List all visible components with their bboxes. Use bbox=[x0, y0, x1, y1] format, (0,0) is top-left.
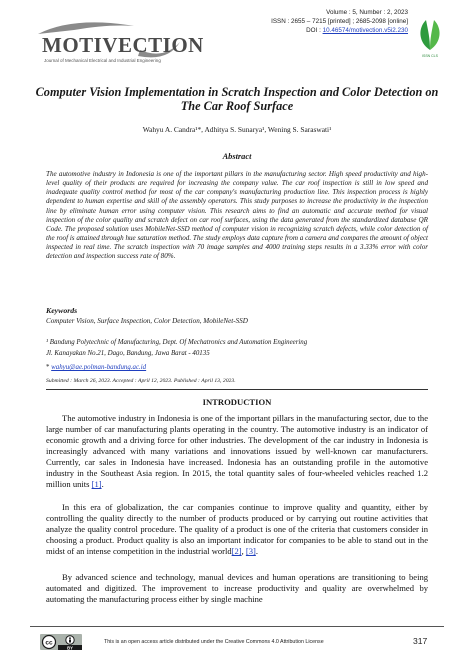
abstract-heading: Abstract bbox=[222, 152, 252, 161]
intro-paragraph-2-text: In this era of globalization, the car companies continue to improve quality and quantity, either by controlling the quality directly to the number of products produced or by carrying out routine activities that analyze the quality control procedure. The quality of a product is one of the criteria that customers consider in choosing a product. Product quality is also an important indicator for companies to be able to stand out in the midst of an intense competition in the industrial world bbox=[46, 502, 428, 556]
volume-line: Volume : 5, Number : 2, 2023 bbox=[326, 9, 408, 16]
intro-paragraph-2-end: . bbox=[255, 545, 258, 556]
journal-logo-wordmark: MOTIVECTION bbox=[42, 33, 204, 57]
keywords-text: Computer Vision, Surface Inspection, Color Detection, MobileNet-SSD bbox=[46, 317, 248, 325]
section-divider bbox=[46, 389, 428, 390]
keywords-heading: Keywords bbox=[46, 306, 78, 315]
journal-logo bbox=[34, 20, 204, 72]
cc-label: cc bbox=[45, 639, 53, 647]
affiliation-line-1: ¹ Bandung Polytechnic of Manufacturing, Dept. Of Mechatronics and Automation Engineering bbox=[46, 339, 308, 346]
footer-divider bbox=[30, 626, 444, 627]
journal-logo-subtitle: Journal of Mechanical Electrical and Industrial Engineering bbox=[44, 58, 161, 63]
issn-line: ISSN : 2655 – 7215 [printed] ; 2685-2098 [online] bbox=[271, 18, 408, 26]
intro-paragraph-1-end: . bbox=[101, 478, 104, 489]
cc-by-icon bbox=[40, 634, 82, 650]
page-number: 317 bbox=[413, 636, 428, 646]
corresponding-email bbox=[46, 364, 146, 371]
intro-paragraph-1 bbox=[46, 413, 428, 490]
intro-paragraph-1-text: The automotive industry in Indonesia is one of the important pillars in the manufacturing sector, due to the large number of car manufacturing plants operating in the country. The automotive industry is an indicator of economic growth and a driving force for other industries. The development of the car industry in Indonesia is increasingly advanced with many variations and innovations issued by well-known car manufacturers. Currently, car sales in Indonesia have increased. Indonesia has an outstanding profile in the automotive industry in the Southeast Asia region. In 2015, the total quantity sales of four-wheeled vehicles reached 1.2 million units bbox=[46, 413, 428, 489]
submission-dates: Submitted : March 26, 2023. Accepted : April 12, 2023. Published : April 13, 2023. bbox=[46, 378, 236, 384]
paper-authors: Wahyu A. Candra¹*, Adhitya S. Sunarya¹, Wening S. Saraswati¹ bbox=[142, 125, 332, 134]
introduction-heading: INTRODUCTION bbox=[202, 397, 272, 407]
citation-separator: , bbox=[241, 545, 246, 556]
email-marker: * bbox=[46, 364, 52, 371]
paper-title: Computer Vision Implementation in Scratch Inspection and Color Detection on The Car Roof Surface bbox=[35, 85, 439, 113]
abstract-text: The automotive industry in Indonesia is one of the important pillars in the manufacturing sector. High speed productivity and high-level quality of their products are required for increasing the company value. The car roof inspection is still in low speed and inadequate quality control method for most of the car company's manufacturing production line. This inspection process is highly dependent to human expertise and skill of the assembly operators. This study purposes to increase the productivity in the inspection line by eliminate human error using computer vision. This research aims to find an automatic and accurate method for visual inspection of the color quality and scratch defect on car roof surfaces, using the data generated from the standardized database QR Code. The proposed solution uses MobileNet-SSD method of computer vision in recognizing scratch defects, while color detection of the roof is attained through hue saturation method. The study employs data capture from a camera and compares the amount of object inspected in real time. The scratch inspection with 70 image samples and 4000 training steps results in a 3.33% error with color detection and inspection success rate of 80%. bbox=[46, 170, 428, 261]
publisher-caption: ISSN CLS bbox=[422, 54, 438, 58]
email-link[interactable]: wahyu@ae.polman-bandung.ac.id bbox=[51, 364, 147, 371]
doi-link[interactable]: 10.46574/motivection.v5i2.230 bbox=[322, 27, 408, 35]
doi-label: DOI : bbox=[306, 27, 323, 35]
intro-paragraph-2 bbox=[46, 502, 428, 557]
intro-paragraph-3: By advanced science and technology, manual devices and human operations are transitioning to being automated and digitized. The improvement to increase productivity and quality are overwhelmed by automating the manufacturing process either by single machine bbox=[46, 572, 428, 604]
journal-meta bbox=[271, 8, 408, 36]
by-label: BY bbox=[67, 645, 73, 650]
leaf-icon bbox=[414, 16, 446, 54]
cc-by-license-badge[interactable] bbox=[40, 634, 82, 650]
doi-line bbox=[271, 26, 408, 35]
affiliation-line-2: Jl. Kanayakan No.21, Dago, Bandung, Jawa Barat - 40135 bbox=[46, 349, 210, 357]
citation-link-1[interactable]: [1] bbox=[91, 478, 102, 489]
citation-link-3[interactable]: [3] bbox=[245, 545, 256, 556]
citation-link-2[interactable]: [2] bbox=[231, 545, 242, 556]
affiliation bbox=[46, 338, 428, 359]
license-text: This is an open access article distributed under the Creative Commons 4.0 Attribution License bbox=[104, 639, 324, 645]
publisher-leaf-logo bbox=[414, 16, 446, 60]
